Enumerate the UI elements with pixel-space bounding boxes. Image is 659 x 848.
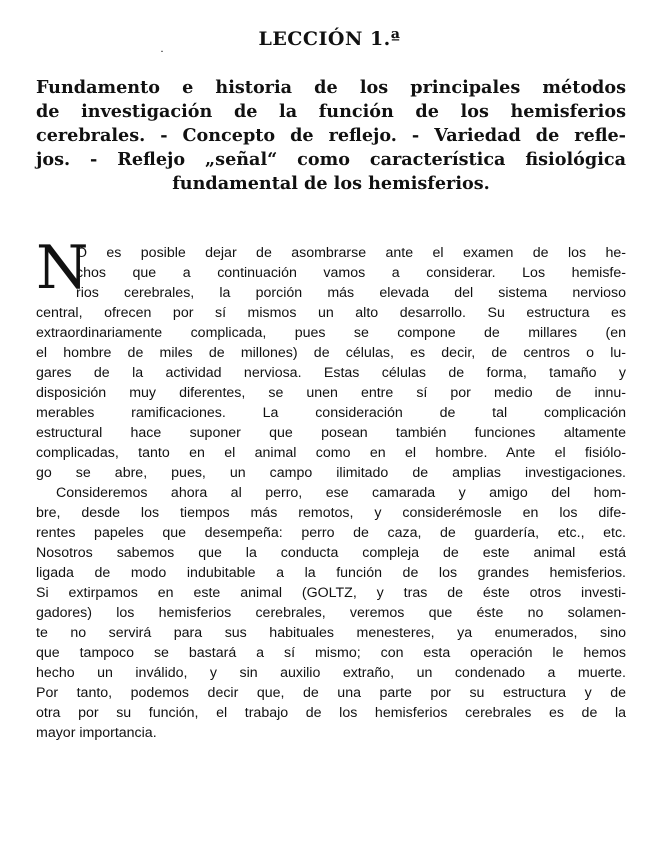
text-line: otra por su función, el trabajo de los hemisferios cerebrales es de la: [36, 705, 626, 721]
text-line: el hombre de miles de millones) de células, es decir, de centros o lu-: [36, 345, 626, 361]
text-line: rentes papeles que desempeña: perro de caza, de guardería, etc., etc.: [36, 525, 626, 541]
summary-line: fundamental de los hemisferios.: [172, 173, 490, 194]
text-line: bre, desde los tiempos más remotos, y considerémosle en los dife-: [36, 505, 626, 521]
text-line: extraordinariamente complicada, pues se compone de millares (en: [36, 325, 626, 341]
text-line: que tampoco se bastará a sí mismo; con esta operación le hemos: [36, 645, 626, 661]
summary-line: cerebrales. - Concepto de reflejo. - Variedad de refle-: [36, 125, 626, 146]
body-text: [36, 243, 626, 743]
text-line: gadores) los hemisferios cerebrales, veremos que éste no solamen-: [36, 605, 626, 621]
page-mark: ·: [160, 44, 164, 58]
text-line: ligada de modo indubitable a la función de los grandes hemisferios.: [36, 565, 626, 581]
text-line: complicadas, tanto en el animal como en el hombre. Ante el fisiólo-: [36, 445, 626, 461]
text-line: O es posible dejar de asombrarse ante el examen de los he-: [76, 245, 626, 261]
summary-line: de investigación de la función de los hemisferios: [36, 101, 626, 122]
drop-cap: N: [36, 233, 89, 303]
text-line: chos que a continuación vamos a considerar. Los hemisfe-: [76, 265, 626, 281]
text-line: disposición muy diferentes, se unen entre sí por medio de innu-: [36, 385, 626, 401]
chapter-summary: [36, 76, 626, 196]
text-line: central, ofrecen por sí mismos un alto desarrollo. Su estructura es: [36, 305, 626, 321]
text-line: estructural hace suponer que posean también funciones altamente: [36, 425, 626, 441]
text-line: rios cerebrales, la porción más elevada del sistema nervioso: [76, 285, 626, 301]
text-line: te no servirá para sus habituales menesteres, ya enumerados, sino: [36, 625, 626, 641]
text-line: go se abre, pues, un campo ilimitado de amplias investigaciones.: [36, 465, 626, 481]
text-line: mayor importancia.: [36, 725, 157, 741]
text-line: Consideremos ahora al perro, ese camarada y amigo del hom-: [56, 485, 626, 501]
summary-line: jos. - Reflejo „señal“ como característica fisiológica: [36, 149, 626, 170]
text-line: gares de la actividad nerviosa. Estas células de forma, tamaño y: [36, 365, 626, 381]
text-line: hecho un inválido, y sin auxilio extraño, un condenado a muerte.: [36, 665, 626, 681]
lesson-title: LECCIÓN 1.ª: [258, 28, 401, 50]
text-line: Por tanto, podemos decir que, de una parte por su estructura y de: [36, 685, 626, 701]
text-line: merables ramificaciones. La consideración de tal complicación: [36, 405, 626, 421]
text-line: Si extirpamos en este animal (GOLTZ, y tras de éste otros investi-: [36, 585, 626, 601]
summary-line: Fundamento e historia de los principales métodos: [36, 77, 626, 98]
text-line: Nosotros sabemos que la conducta compleja de este animal está: [36, 545, 626, 561]
